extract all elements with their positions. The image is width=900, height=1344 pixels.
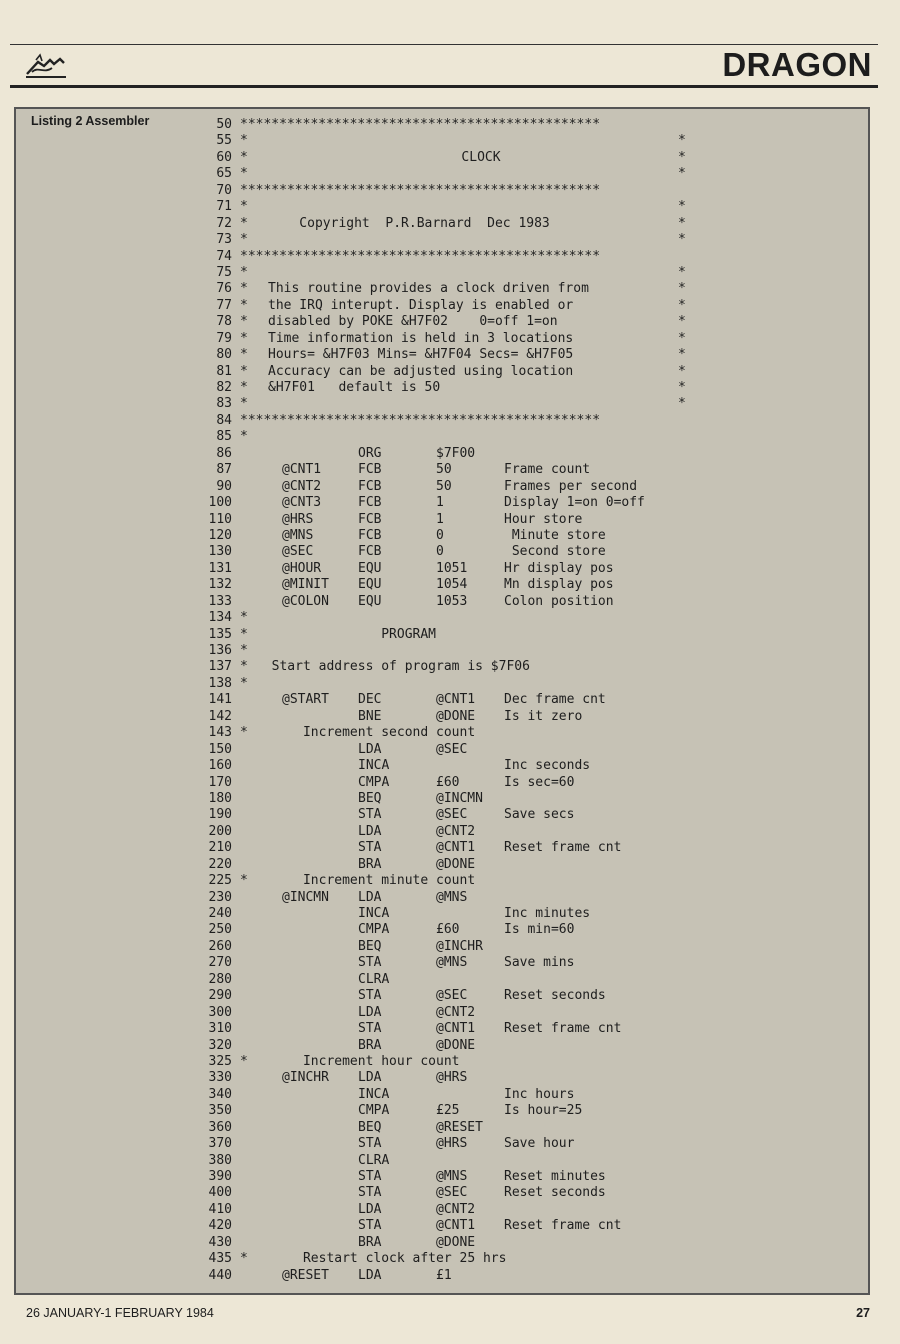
code-comment: Hr display pos [504, 560, 614, 576]
line-number: 87 [216, 462, 232, 478]
code-operand: @SEC [436, 807, 468, 823]
code-opcode: STA [358, 1169, 382, 1184]
code-operand: @CNT1 [436, 692, 476, 708]
code-opcode: STA [358, 1185, 382, 1201]
box-star-left: * [240, 363, 248, 379]
line-number: 74 [216, 248, 232, 264]
line-number: 83 [216, 396, 232, 412]
line-number: 77 [216, 297, 232, 313]
line-number: 65 [216, 166, 232, 182]
line-number: 76 [216, 281, 232, 297]
code-operand: @INCMN [436, 790, 483, 806]
box-text: Time information is held in 3 locations [268, 330, 574, 346]
box-star-left: * [240, 297, 248, 313]
line-number: 71 [216, 199, 232, 215]
line-number: 133 [208, 593, 232, 609]
code-label: @COLON [282, 593, 329, 609]
header-rule [10, 44, 878, 45]
line-number: 84 [216, 412, 232, 428]
code-label: @HRS [282, 511, 314, 527]
code-opcode: LDA [358, 1070, 382, 1086]
code-label: @SEC [282, 544, 314, 560]
code-opcode: BRA [358, 1234, 382, 1250]
code-comment: Mn display pos [504, 577, 614, 593]
code-opcode: LDA [358, 823, 382, 839]
box-text: Accuracy can be adjusted using location [268, 363, 574, 379]
code-operand: @DONE [436, 1037, 476, 1053]
line-number: 73 [216, 232, 232, 248]
code-comment: Is sec=60 [504, 774, 575, 790]
code-opcode: LDA [358, 1004, 382, 1020]
code-operand: $7F00 [436, 445, 476, 461]
code-opcode: CMPA [358, 774, 390, 790]
code-opcode: INCA [358, 906, 390, 921]
comment-star: * [240, 626, 248, 642]
box-star-left: * [240, 264, 248, 280]
code-opcode: STA [358, 840, 382, 856]
code-comment: Is min=60 [504, 922, 575, 938]
line-number: 150 [208, 741, 232, 757]
code-operand: 1051 [436, 560, 468, 576]
box-star-left: * [240, 133, 248, 149]
code-operand: @MNS [436, 1169, 468, 1184]
code-operand: @CNT1 [436, 840, 476, 856]
code-opcode: EQU [358, 593, 382, 609]
line-number: 220 [208, 856, 232, 872]
line-number: 86 [216, 445, 232, 461]
code-label: @CNT3 [282, 495, 322, 511]
code-opcode: BEQ [358, 1119, 382, 1135]
box-text: CLOCK [461, 149, 501, 165]
code-opcode: INCA [358, 1086, 390, 1102]
code-comment: Reset seconds [504, 988, 606, 1004]
code-opcode: BRA [358, 1037, 382, 1053]
code-opcode: EQU [358, 560, 382, 576]
code-comment: Display 1=on 0=off [504, 495, 645, 511]
box-star-left: * [240, 166, 248, 182]
code-operand: £1 [436, 1267, 452, 1283]
box-star-right: * [678, 133, 686, 149]
asterisk-rule: ********************************************** [240, 117, 601, 132]
line-number: 55 [216, 133, 232, 149]
code-opcode: STA [358, 1218, 382, 1234]
box-star-left: * [240, 232, 248, 248]
line-number: 130 [208, 544, 232, 560]
line-number: 200 [208, 823, 232, 839]
code-opcode: ORG [358, 445, 382, 461]
code-opcode: LDA [358, 1267, 382, 1283]
line-number: 160 [208, 758, 232, 774]
box-star-right: * [678, 264, 686, 280]
box-star-right: * [678, 363, 686, 379]
code-operand: @INCHR [436, 938, 483, 954]
code-comment: Frame count [504, 462, 591, 478]
box-star-left: * [240, 347, 248, 363]
box-star-right: * [678, 396, 686, 412]
line-number: 131 [208, 560, 232, 576]
code-opcode: FCB [358, 495, 382, 511]
code-opcode: BRA [358, 856, 382, 872]
page-number: 27 [856, 1306, 870, 1320]
line-number: 137 [208, 659, 232, 675]
line-number: 210 [208, 840, 232, 856]
line-number: 435 [208, 1251, 232, 1267]
line-number: 90 [216, 478, 232, 494]
comment-star: * [240, 429, 248, 445]
code-comment: Inc seconds [504, 758, 591, 774]
line-number: 240 [208, 906, 232, 921]
code-operand: @MNS [436, 955, 468, 971]
box-star-left: * [240, 396, 248, 412]
code-comment: Dec frame cnt [504, 692, 606, 708]
header-rule-bottom [10, 85, 878, 88]
line-number: 330 [208, 1070, 232, 1086]
comment-star: * [240, 675, 248, 691]
code-operand: 1 [436, 511, 444, 527]
line-number: 82 [216, 380, 232, 395]
code-comment: Is hour=25 [504, 1103, 583, 1119]
line-number: 325 [208, 1053, 232, 1069]
box-star-left: * [240, 149, 248, 165]
code-comment: Save hour [504, 1136, 575, 1152]
code-opcode: LDA [358, 1201, 382, 1217]
code-opcode: FCB [358, 527, 382, 543]
code-label: @CNT1 [282, 462, 322, 478]
line-number: 370 [208, 1136, 232, 1152]
line-number: 170 [208, 774, 232, 790]
comment-star: * [240, 725, 248, 741]
code-operand: 1 [436, 495, 444, 511]
code-label: @HOUR [282, 560, 322, 576]
box-text: disabled by POKE &H7F02 0=off 1=on [268, 314, 558, 330]
box-star-right: * [678, 330, 686, 346]
comment-text: Start address of program is $7F06 [256, 659, 530, 675]
code-comment: Frames per second [504, 478, 638, 494]
box-star-right: * [678, 215, 686, 231]
code-label: @CNT2 [282, 478, 322, 494]
code-opcode: CMPA [358, 922, 390, 938]
box-text: &H7F01 default is 50 [268, 380, 441, 395]
asterisk-rule: ********************************************** [240, 248, 601, 264]
line-number: 270 [208, 955, 232, 971]
code-operand: 1054 [436, 577, 468, 593]
code-label: @INCMN [282, 889, 329, 905]
code-operand: 50 [436, 462, 452, 478]
code-operand: @CNT2 [436, 823, 476, 839]
comment-text: Restart clock after 25 hrs [256, 1251, 507, 1267]
code-operand: @HRS [436, 1070, 468, 1086]
line-number: 135 [208, 626, 232, 642]
code-operand: @DONE [436, 856, 476, 872]
code-opcode: INCA [358, 758, 390, 774]
code-opcode: CLRA [358, 1152, 390, 1168]
line-number: 132 [208, 577, 232, 593]
code-comment: Reset frame cnt [504, 1021, 622, 1037]
code-label: @START [282, 692, 329, 708]
line-number: 78 [216, 314, 232, 330]
comment-star: * [240, 610, 248, 626]
comment-text: Increment second count [256, 725, 476, 741]
code-opcode: STA [358, 807, 382, 823]
box-star-right: * [678, 199, 686, 215]
line-number: 320 [208, 1037, 232, 1053]
code-label: @RESET [282, 1267, 329, 1283]
line-number: 430 [208, 1234, 232, 1250]
code-operand: @SEC [436, 741, 468, 757]
code-opcode: STA [358, 1136, 382, 1152]
code-comment: Save secs [504, 807, 575, 823]
code-opcode: CMPA [358, 1103, 390, 1119]
comment-text: PROGRAM [256, 626, 437, 642]
footer-date: 26 JANUARY-1 FEBRUARY 1984 [26, 1306, 214, 1320]
line-number: 72 [216, 215, 232, 231]
code-operand: 1053 [436, 593, 468, 609]
box-star-left: * [240, 330, 248, 346]
box-text: the IRQ interupt. Display is enabled or [268, 297, 574, 313]
code-opcode: EQU [358, 577, 382, 593]
line-number: 230 [208, 889, 232, 905]
line-number: 60 [216, 149, 232, 165]
code-operand: @DONE [436, 1234, 476, 1250]
box-star-right: * [678, 347, 686, 363]
box-star-right: * [678, 281, 686, 297]
code-operand: @RESET [436, 1119, 483, 1135]
code-opcode: FCB [358, 544, 382, 560]
code-opcode: FCB [358, 511, 382, 527]
code-label: @INCHR [282, 1070, 329, 1086]
box-star-left: * [240, 199, 248, 215]
box-star-right: * [678, 232, 686, 248]
code-operand: 0 [436, 544, 444, 560]
line-number: 250 [208, 922, 232, 938]
box-star-right: * [678, 380, 686, 395]
line-number: 75 [216, 264, 232, 280]
line-number: 290 [208, 988, 232, 1004]
line-number: 420 [208, 1218, 232, 1234]
code-comment: Minute store [504, 527, 606, 543]
comment-star: * [240, 873, 248, 889]
comment-text: Increment hour count [256, 1053, 460, 1069]
code-operand: 0 [436, 527, 444, 543]
dragon-logo-icon [24, 52, 68, 80]
line-number: 350 [208, 1103, 232, 1119]
line-number: 190 [208, 807, 232, 823]
line-number: 440 [208, 1267, 232, 1283]
code-operand: £25 [436, 1103, 460, 1119]
code-operand: @CNT1 [436, 1218, 476, 1234]
code-label: @MINIT [282, 577, 329, 593]
line-number: 110 [208, 511, 232, 527]
code-opcode: CLRA [358, 971, 390, 987]
code-opcode: BNE [358, 708, 382, 724]
code-operand: @HRS [436, 1136, 468, 1152]
code-comment: Colon position [504, 593, 614, 609]
box-star-left: * [240, 281, 248, 297]
line-number: 138 [208, 675, 232, 691]
line-number: 225 [208, 873, 232, 889]
box-star-left: * [240, 380, 248, 395]
code-opcode: STA [358, 988, 382, 1004]
line-number: 310 [208, 1021, 232, 1037]
line-number: 340 [208, 1086, 232, 1102]
comment-star: * [240, 1251, 248, 1267]
code-opcode: FCB [358, 478, 382, 494]
code-opcode: FCB [358, 462, 382, 478]
line-number: 85 [216, 429, 232, 445]
code-comment: Reset frame cnt [504, 840, 622, 856]
code-comment: Inc minutes [504, 906, 591, 921]
line-number: 50 [216, 117, 232, 132]
code-operand: @SEC [436, 1185, 468, 1201]
line-number: 143 [208, 725, 232, 741]
code-opcode: STA [358, 1021, 382, 1037]
line-number: 180 [208, 790, 232, 806]
comment-star: * [240, 1053, 248, 1069]
box-star-left: * [240, 215, 248, 231]
line-number: 81 [216, 363, 232, 379]
code-comment: Reset minutes [504, 1169, 606, 1184]
line-number: 136 [208, 643, 232, 658]
asterisk-rule: ********************************************** [240, 412, 601, 428]
line-number: 400 [208, 1185, 232, 1201]
line-number: 120 [208, 527, 232, 543]
box-text: Copyright P.R.Barnard Dec 1983 [268, 215, 550, 231]
code-opcode: LDA [358, 741, 382, 757]
line-number: 280 [208, 971, 232, 987]
code-operand: @CNT2 [436, 1004, 476, 1020]
code-comment: Second store [504, 544, 606, 560]
box-text: This routine provides a clock driven from [268, 281, 589, 297]
code-comment: Reset frame cnt [504, 1218, 622, 1234]
line-number: 380 [208, 1152, 232, 1168]
line-number: 79 [216, 330, 232, 346]
code-opcode: BEQ [358, 790, 382, 806]
code-operand: @SEC [436, 988, 468, 1004]
comment-star: * [240, 659, 248, 675]
box-star-right: * [678, 149, 686, 165]
line-number: 360 [208, 1119, 232, 1135]
box-text: Hours= &H7F03 Mins= &H7F04 Secs= &H7F05 [268, 347, 574, 363]
line-number: 100 [208, 495, 232, 511]
code-operand: £60 [436, 774, 460, 790]
code-opcode: DEC [358, 692, 382, 708]
code-comment: Inc hours [504, 1086, 575, 1102]
line-number: 141 [208, 692, 232, 708]
section-title: DRAGON [722, 46, 872, 83]
line-number: 300 [208, 1004, 232, 1020]
box-star-right: * [678, 314, 686, 330]
code-operand: @CNT1 [436, 1021, 476, 1037]
listing-label: Listing 2 Assembler [31, 114, 150, 128]
code-opcode: BEQ [358, 938, 382, 954]
code-operand: @MNS [436, 889, 468, 905]
asterisk-rule: ********************************************** [240, 182, 601, 198]
line-number: 390 [208, 1169, 232, 1184]
line-number: 142 [208, 708, 232, 724]
line-number: 260 [208, 938, 232, 954]
box-star-right: * [678, 166, 686, 182]
line-number: 80 [216, 347, 232, 363]
code-comment: Save mins [504, 955, 575, 971]
comment-star: * [240, 643, 248, 658]
code-operand: £60 [436, 922, 460, 938]
code-operand: 50 [436, 478, 452, 494]
box-star-right: * [678, 297, 686, 313]
code-operand: @DONE [436, 708, 476, 724]
code-comment: Hour store [504, 511, 583, 527]
code-opcode: LDA [358, 889, 382, 905]
comment-text: Increment minute count [256, 873, 476, 889]
box-star-left: * [240, 314, 248, 330]
line-number: 70 [216, 182, 232, 198]
code-comment: Reset seconds [504, 1185, 606, 1201]
code-opcode: STA [358, 955, 382, 971]
line-number: 134 [208, 610, 232, 626]
code-comment: Is it zero [504, 708, 583, 724]
line-number: 410 [208, 1201, 232, 1217]
code-label: @MNS [282, 527, 314, 543]
code-operand: @CNT2 [436, 1201, 476, 1217]
